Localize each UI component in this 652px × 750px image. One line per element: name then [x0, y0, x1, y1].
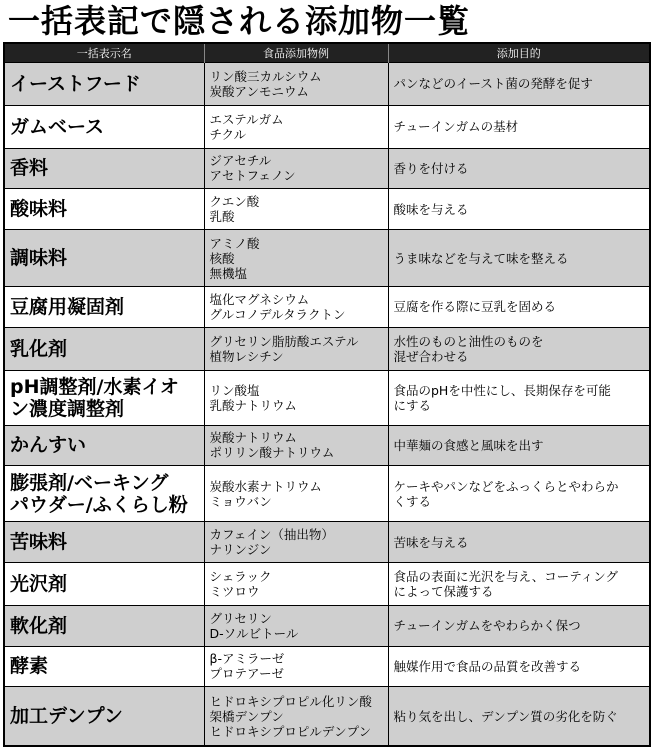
row-label-name — [4, 563, 204, 606]
row-purpose-line: 粘り気を出し、デンプン質の劣化を防ぐ — [393, 708, 618, 724]
row-purpose — [388, 605, 650, 646]
row-examples-line: プロテアーゼ — [209, 666, 284, 682]
row-purpose-line: 苦味を与える — [393, 534, 469, 550]
row-purpose-line: 食品のpHを中性にし、長期保存を可能 — [393, 382, 611, 398]
row-label-name-line: 乳化剤 — [10, 337, 68, 360]
row-examples-line: アセトフェノン — [209, 168, 296, 184]
row-purpose-line: 酸味を与える — [393, 201, 469, 217]
row-examples-line: 核酸 — [209, 250, 235, 266]
row-examples — [204, 605, 388, 646]
row-purpose-line: パンなどのイースト菌の発酵を促す — [393, 76, 593, 92]
row-examples-line: D-ソルビトール — [209, 625, 299, 641]
table-row — [4, 563, 650, 606]
row-examples-line: ミョウバン — [209, 493, 272, 509]
row-purpose — [388, 425, 650, 466]
row-label-name — [4, 105, 204, 148]
row-purpose-line: 食品の表面に光沢を与え、コーティング — [393, 568, 619, 584]
row-examples-line: β-アミラーゼ — [209, 651, 285, 667]
row-label-name — [4, 466, 204, 522]
table-row — [4, 370, 650, 425]
row-purpose — [388, 522, 650, 563]
row-examples-line: 乳酸ナトリウム — [209, 397, 297, 413]
row-examples-line: リン酸三カルシウム — [209, 68, 322, 84]
table-header — [4, 43, 650, 63]
row-label-name — [4, 370, 204, 425]
row-label-name-line: 豆腐用凝固剤 — [10, 295, 125, 318]
row-label-name-line: イーストフード — [10, 72, 141, 95]
row-examples-line: 無機塩 — [209, 265, 248, 281]
table-row — [4, 63, 650, 106]
table-row — [4, 148, 650, 189]
row-purpose — [388, 646, 650, 687]
row-examples-line: エステルガム — [209, 111, 284, 127]
row-label-name-line: パウダー/ふくらし粉 — [10, 493, 188, 516]
row-label-name-line: pH調整剤/水素イオ — [10, 375, 179, 398]
row-examples-line: カフェイン（抽出物） — [209, 527, 334, 543]
row-examples-line: クエン酸 — [209, 194, 260, 210]
row-purpose-line: ケーキやパンなどをふっくらとやわらか — [393, 478, 619, 494]
row-label-name — [4, 148, 204, 189]
row-purpose-line: にする — [393, 397, 432, 413]
row-examples — [204, 370, 388, 425]
row-label-name — [4, 189, 204, 230]
row-examples-line: シェラック — [209, 568, 272, 584]
header-label-name: 一括表示名 — [4, 43, 204, 63]
row-purpose — [388, 370, 650, 425]
table-row — [4, 466, 650, 522]
row-label-name — [4, 605, 204, 646]
row-label-name — [4, 646, 204, 687]
table-row — [4, 230, 650, 287]
row-examples-line: 塩化マグネシウム — [209, 291, 310, 307]
table-row — [4, 646, 650, 687]
row-examples — [204, 148, 388, 189]
row-purpose — [388, 327, 650, 370]
row-label-name-line: 軟化剤 — [10, 614, 68, 637]
row-examples — [204, 522, 388, 563]
row-purpose — [388, 63, 650, 106]
row-label-name-line: ン濃度調整剤 — [10, 397, 125, 420]
row-purpose-line: によって保護する — [393, 583, 494, 599]
row-label-name-line: 苦味料 — [10, 531, 68, 554]
row-label-name-line: 膨張剤/ベーキング — [10, 471, 169, 494]
row-label-name — [4, 327, 204, 370]
row-examples — [204, 327, 388, 370]
row-examples-line: ジアセチル — [209, 153, 272, 169]
row-purpose-line: くする — [393, 493, 432, 509]
row-examples-line: リン酸塩 — [209, 382, 260, 398]
row-label-name-line: 酵素 — [10, 655, 49, 678]
row-examples-line: ヒドロキシプロピル化リン酸 — [209, 693, 372, 709]
row-examples-line: 乳酸 — [209, 209, 235, 225]
row-examples-line: 植物レシチン — [209, 348, 284, 364]
row-examples — [204, 425, 388, 466]
row-examples-line: アミノ酸 — [209, 235, 260, 251]
row-label-name — [4, 287, 204, 328]
row-purpose-line: 混ぜ合わせる — [393, 348, 469, 364]
row-purpose — [388, 189, 650, 230]
row-purpose — [388, 287, 650, 328]
row-label-name-line: 光沢剤 — [10, 572, 68, 595]
row-purpose — [388, 563, 650, 606]
row-purpose-line: 中華麺の食感と風味を出す — [393, 437, 544, 453]
row-label-name — [4, 63, 204, 106]
additives-table — [3, 42, 651, 747]
row-purpose-line: チューインガムの基材 — [393, 119, 519, 135]
row-examples-line: 炭酸アンモニウム — [209, 83, 309, 99]
table-body — [4, 63, 650, 747]
row-examples-line: チクル — [209, 126, 247, 142]
row-purpose — [388, 105, 650, 148]
table-row — [4, 287, 650, 328]
row-label-name — [4, 687, 204, 746]
row-purpose-line: 水性のものと油性のものを — [393, 333, 544, 349]
row-examples — [204, 287, 388, 328]
row-examples — [204, 466, 388, 522]
row-examples — [204, 189, 388, 230]
row-purpose — [388, 687, 650, 746]
table-row — [4, 687, 650, 746]
table-row — [4, 327, 650, 370]
row-examples-line: グリセリン — [209, 610, 272, 626]
row-examples-line: ミツロウ — [209, 583, 260, 599]
row-examples-line: グリセリン脂肪酸エステル — [209, 333, 359, 349]
row-examples — [204, 230, 388, 287]
row-examples-line: ポリリン酸ナトリウム — [209, 445, 335, 461]
table-row — [4, 105, 650, 148]
row-label-name-line: 酸味料 — [10, 198, 68, 221]
row-purpose-line: うま味などを与えて味を整える — [393, 250, 569, 266]
row-examples — [204, 563, 388, 606]
row-examples — [204, 646, 388, 687]
header-examples: 食品添加物例 — [204, 43, 388, 63]
row-label-name-line: 加工デンプン — [10, 705, 123, 728]
header-row — [4, 43, 650, 63]
row-purpose — [388, 148, 650, 189]
row-examples-line: 炭酸ナトリウム — [209, 430, 297, 446]
row-purpose-line: チューインガムをやわらかく保つ — [393, 618, 581, 634]
row-label-name-line: 香料 — [10, 157, 49, 180]
row-examples — [204, 63, 388, 106]
row-examples — [204, 105, 388, 148]
row-examples-line: 炭酸水素ナトリウム — [209, 478, 322, 494]
row-label-name-line: かんすい — [10, 434, 87, 457]
row-purpose-line: 豆腐を作る際に豆乳を固める — [393, 299, 557, 315]
row-examples-line: 架橋デンプン — [209, 708, 284, 724]
row-examples-line: ヒドロキシプロピルデンプン — [209, 723, 372, 739]
row-examples-line: グルコノデルタラクトン — [209, 306, 346, 322]
row-label-name — [4, 230, 204, 287]
header-purpose: 添加目的 — [388, 43, 650, 63]
row-label-name-line: 調味料 — [10, 247, 68, 270]
table-row — [4, 522, 650, 563]
table-row — [4, 425, 650, 466]
row-purpose-line: 香りを付ける — [393, 160, 469, 176]
row-examples — [204, 687, 388, 746]
table-row — [4, 189, 650, 230]
row-purpose — [388, 230, 650, 287]
row-examples-line: ナリンジン — [209, 542, 272, 558]
row-label-name — [4, 425, 204, 466]
row-label-name-line: ガムベース — [10, 115, 105, 138]
row-purpose-line: 触媒作用で食品の品質を改善する — [393, 658, 582, 674]
page-title: 一括表記で隠される添加物一覧 — [8, 2, 471, 40]
row-purpose — [388, 466, 650, 522]
row-label-name — [4, 522, 204, 563]
table-row — [4, 605, 650, 646]
